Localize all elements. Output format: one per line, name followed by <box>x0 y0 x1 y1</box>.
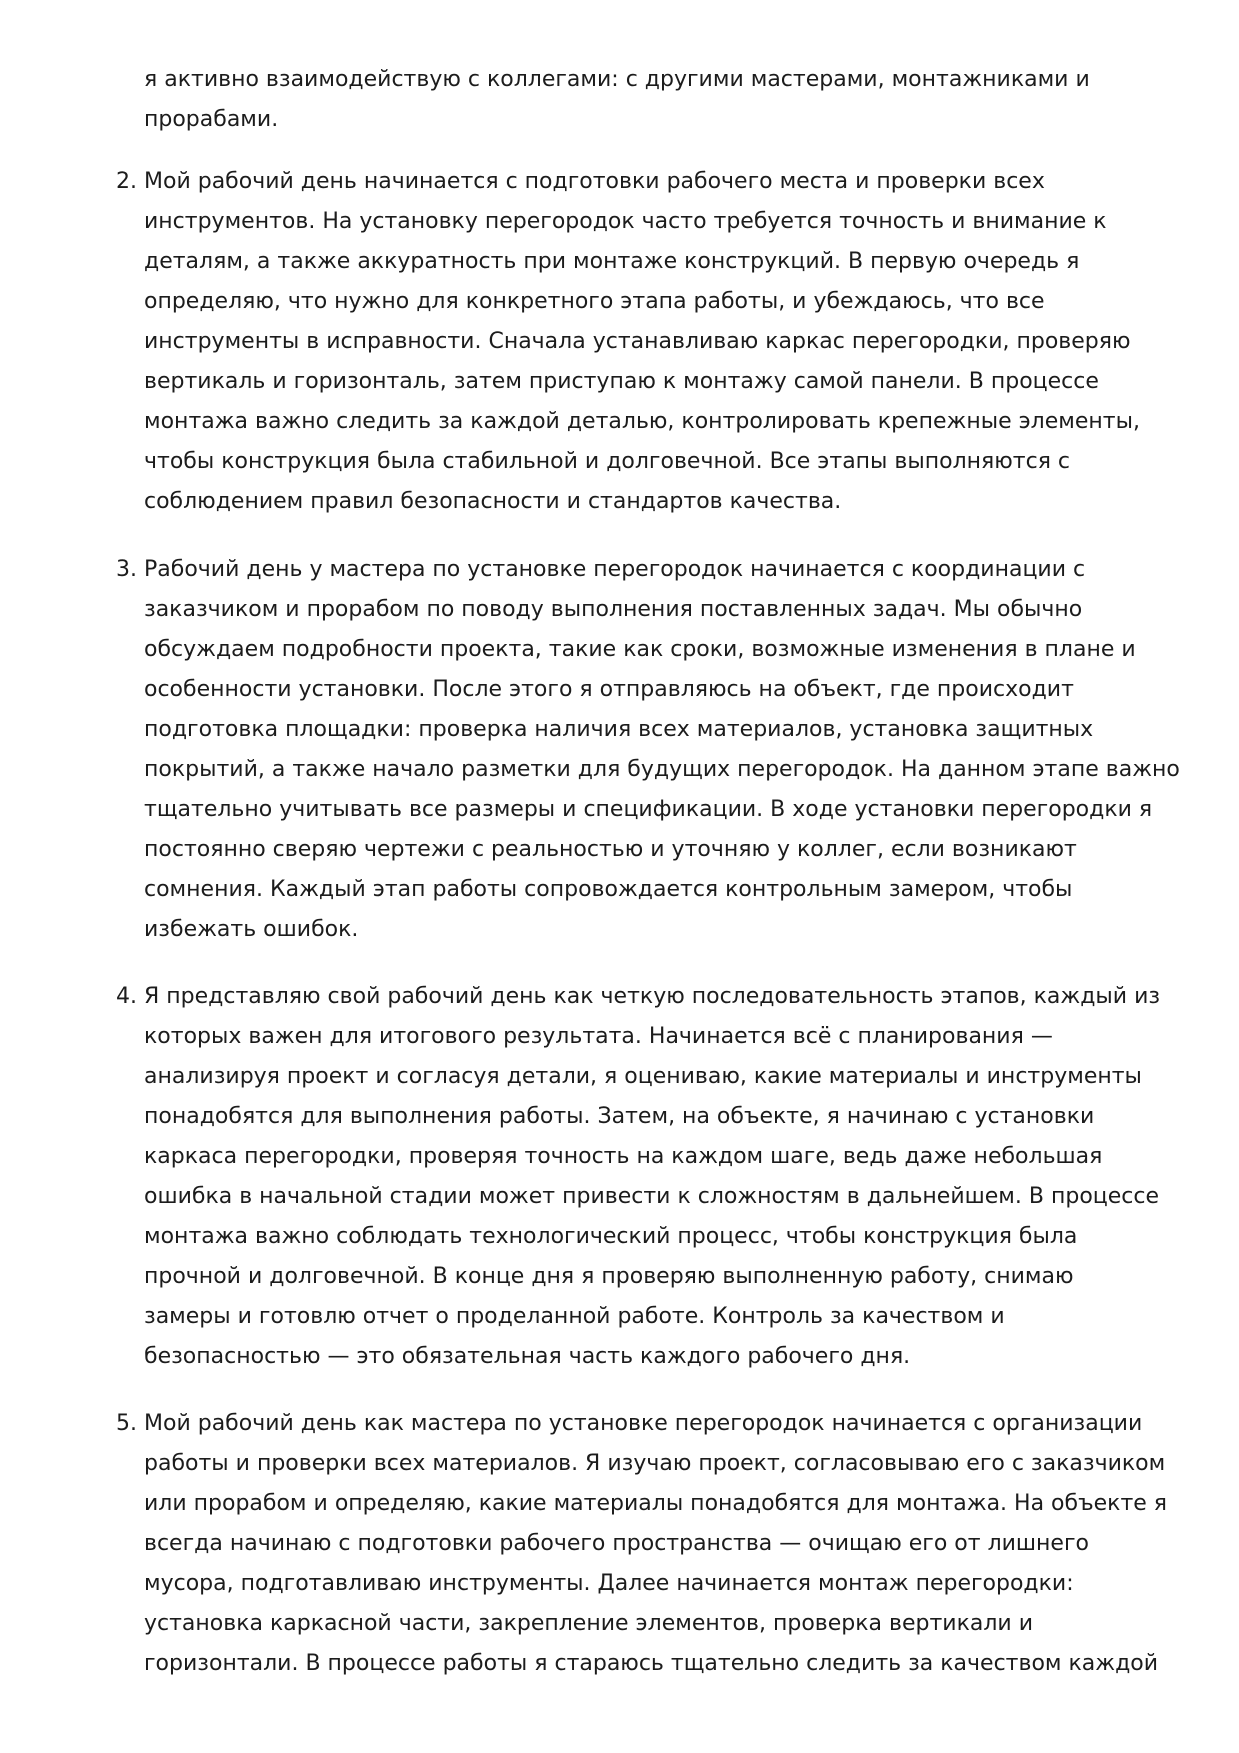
list-marker: 4. <box>116 984 137 1009</box>
list-marker: 3. <box>116 557 137 582</box>
text-line: обсуждаем подробности проекта, такие как сроки, возможные изменения в плане и <box>144 637 1136 662</box>
text-line: определяю, что нужно для конкретного этапа работы, и убеждаюсь, что все <box>144 289 1045 314</box>
text-line: прорабами. <box>144 107 279 132</box>
text-line: установка каркасной части, закрепление элементов, проверка вертикали и <box>144 1611 1034 1636</box>
text-line: ошибка в начальной стадии может привести к сложностям в дальнейшем. В процессе <box>144 1184 1160 1209</box>
text-line: постоянно сверяю чертежи с реальностью и уточняю у коллег, если возникают <box>144 837 1077 862</box>
text-line: сомнения. Каждый этап работы сопровождается контрольным замером, чтобы <box>144 877 1073 902</box>
text-line: чтобы конструкция была стабильной и долговечной. Все этапы выполняются с <box>144 449 1071 474</box>
text-line: понадобятся для выполнения работы. Затем, на объекте, я начинаю с установки <box>144 1104 1095 1129</box>
text-line: анализируя проект и согласуя детали, я оцениваю, какие материалы и инструменты <box>144 1064 1142 1089</box>
text-line: мусора, подготавливаю инструменты. Далее начинается монтаж перегородки: <box>144 1571 1074 1596</box>
list-item-continuation <box>144 60 1164 140</box>
list-marker: 2. <box>116 169 137 194</box>
text-line: я активно взаимодействую с коллегами: с другими мастерами, монтажниками и <box>144 67 1090 92</box>
text-line: горизонтали. В процессе работы я стараюсь тщательно следить за качеством каждой <box>144 1651 1159 1676</box>
text-line: которых важен для итогового результата. Начинается всё с планирования — <box>144 1024 1053 1049</box>
text-line: подготовка площадки: проверка наличия всех материалов, установка защитных <box>144 717 1094 742</box>
list-item <box>116 977 1164 1377</box>
text-line: Рабочий день у мастера по установке перегородок начинается с координации с <box>144 557 1086 582</box>
text-line: избежать ошибок. <box>144 917 359 942</box>
list-item <box>116 550 1180 950</box>
list-marker: 5. <box>116 1411 137 1436</box>
text-line: работы и проверки всех материалов. Я изучаю проект, согласовываю его с заказчиком <box>144 1451 1166 1476</box>
text-line: деталям, а также аккуратность при монтаже конструкций. В первую очередь я <box>144 249 1080 274</box>
text-line: монтажа важно следить за каждой деталью, контролировать крепежные элементы, <box>144 409 1140 434</box>
text-line: вертикаль и горизонталь, затем приступаю к монтажу самой панели. В процессе <box>144 369 1099 394</box>
text-line: Я представляю свой рабочий день как четкую последовательность этапов, каждый из <box>144 984 1161 1009</box>
text-line: тщательно учитывать все размеры и спецификации. В ходе установки перегородки я <box>144 797 1153 822</box>
text-line: каркаса перегородки, проверяя точность на каждом шаге, ведь даже небольшая <box>144 1144 1103 1169</box>
text-line: инструменты в исправности. Сначала устанавливаю каркас перегородки, проверяю <box>144 329 1131 354</box>
text-line: безопасностью — это обязательная часть каждого рабочего дня. <box>144 1344 911 1369</box>
list-item <box>116 162 1164 522</box>
text-line: Мой рабочий день начинается с подготовки рабочего места и проверки всех <box>144 169 1045 194</box>
text-line: Мой рабочий день как мастера по установке перегородок начинается с организации <box>144 1411 1143 1436</box>
text-line: монтажа важно соблюдать технологический процесс, чтобы конструкция была <box>144 1224 1078 1249</box>
text-line: прочной и долговечной. В конце дня я проверяю выполненную работу, снимаю <box>144 1264 1074 1289</box>
text-line: инструментов. На установку перегородок часто требуется точность и внимание к <box>144 209 1107 234</box>
text-line: или прорабом и определяю, какие материалы понадобятся для монтажа. На объекте я <box>144 1491 1168 1516</box>
text-line: покрытий, а также начало разметки для будущих перегородок. На данном этапе важно <box>144 757 1180 782</box>
text-line: особенности установки. После этого я отправляюсь на объект, где происходит <box>144 677 1074 702</box>
text-line: заказчиком и прорабом по поводу выполнения поставленных задач. Мы обычно <box>144 597 1083 622</box>
text-line: соблюдением правил безопасности и стандартов качества. <box>144 489 842 514</box>
text-line: замеры и готовлю отчет о проделанной работе. Контроль за качеством и <box>144 1304 1005 1329</box>
list-item <box>116 1404 1168 1684</box>
text-line: всегда начинаю с подготовки рабочего пространства — очищаю его от лишнего <box>144 1531 1089 1556</box>
